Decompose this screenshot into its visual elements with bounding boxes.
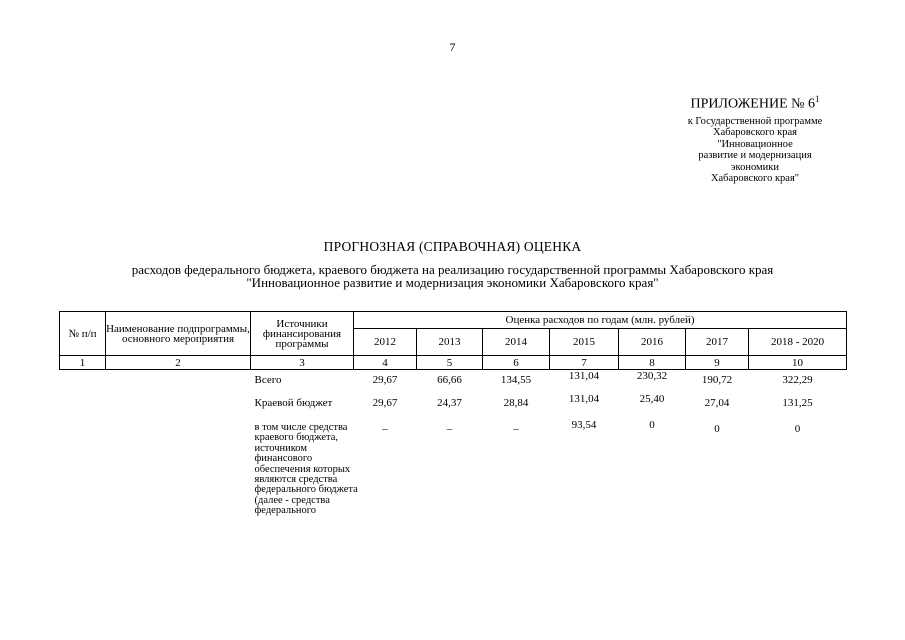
budget-table bbox=[59, 311, 847, 583]
appendix-title bbox=[640, 90, 870, 114]
column-number: 5 bbox=[417, 356, 483, 370]
value-cell: 131,25 bbox=[782, 397, 813, 409]
column-number: 10 bbox=[749, 356, 847, 370]
appendix-line: "Инновационное bbox=[717, 138, 793, 150]
appendix-block bbox=[640, 90, 870, 185]
column-number: 2 bbox=[106, 356, 251, 370]
column-number: 1 bbox=[60, 356, 106, 370]
page-number: 7 bbox=[449, 40, 456, 54]
value-cell: 0 bbox=[714, 423, 720, 435]
header-year: 2014 bbox=[483, 329, 550, 356]
header-year: 2015 bbox=[550, 329, 619, 356]
cell-empty bbox=[106, 423, 251, 583]
appendix-line: Хабаровского края" bbox=[710, 173, 800, 185]
source-cell: Всего bbox=[254, 374, 282, 386]
value-cell: 24,37 bbox=[437, 397, 462, 409]
header-number: № п/п bbox=[60, 312, 106, 356]
header-year: 2012 bbox=[354, 329, 417, 356]
document-title: ПРОГНОЗНАЯ (СПРАВОЧНАЯ) ОЦЕНКА bbox=[323, 239, 582, 254]
value-text: 131,04 bbox=[568, 393, 600, 405]
value-cell bbox=[619, 419, 686, 583]
value-text: 0 bbox=[649, 419, 655, 431]
value-cell: 190,72 bbox=[701, 374, 733, 386]
cell-empty bbox=[106, 397, 251, 423]
appendix-superscript: 1 bbox=[815, 94, 820, 104]
header-year: 2018 - 2020 bbox=[749, 329, 847, 356]
table-row bbox=[60, 397, 847, 423]
document-subtitle-line: расходов федерального бюджета, краевого бюджета на реализацию государственной программы Хабаровского края bbox=[131, 262, 774, 277]
source-cell bbox=[251, 422, 358, 583]
header-source: Источники финансирования программы bbox=[251, 312, 354, 356]
value-text: 93,54 bbox=[571, 419, 597, 431]
value-cell: 28,84 bbox=[503, 397, 529, 409]
table-row bbox=[60, 370, 847, 398]
appendix-line: к Государственной программе bbox=[687, 115, 823, 127]
cell-empty bbox=[60, 397, 106, 423]
value-cell: 27,04 bbox=[704, 397, 730, 409]
document-subtitle bbox=[0, 263, 905, 289]
value-cell: 66,66 bbox=[437, 374, 462, 386]
appendix-lines bbox=[640, 116, 870, 185]
header-year: 2017 bbox=[686, 329, 749, 356]
value-cell: 29,67 bbox=[372, 374, 398, 386]
column-number: 6 bbox=[483, 356, 550, 370]
column-number: 4 bbox=[354, 356, 417, 370]
value-cell: 29,67 bbox=[372, 397, 398, 409]
value-cell: 134,55 bbox=[500, 374, 532, 386]
value-cell: 0 bbox=[794, 423, 801, 435]
source-text: в том числе средства краевого бюджета, источником финансового обеспечения которых являются средства федерального бюджета (далее - средства федерального bbox=[254, 422, 358, 517]
value-text: 230,32 bbox=[636, 370, 668, 382]
cell-empty bbox=[106, 370, 251, 398]
header-year: 2013 bbox=[417, 329, 483, 356]
column-number: 9 bbox=[686, 356, 749, 370]
source-cell: Краевой бюджет bbox=[254, 397, 333, 409]
value-cell: – bbox=[446, 423, 453, 435]
header-year: 2016 bbox=[619, 329, 686, 356]
cell-empty bbox=[60, 423, 106, 583]
column-number: 3 bbox=[251, 356, 354, 370]
value-text: 131,04 bbox=[568, 370, 600, 382]
appendix-line: экономики bbox=[731, 161, 779, 173]
table-row bbox=[60, 423, 847, 583]
value-text: 25,40 bbox=[639, 393, 665, 405]
appendix-title-text: ПРИЛОЖЕНИЕ № 6 bbox=[690, 96, 815, 112]
cell-empty bbox=[60, 370, 106, 398]
value-cell: – bbox=[513, 423, 519, 435]
document-subtitle-line: "Инновационное развитие и модернизация экономики Хабаровского края" bbox=[246, 275, 659, 290]
column-number: 7 bbox=[550, 356, 619, 370]
column-number: 8 bbox=[619, 356, 686, 370]
value-cell: – bbox=[382, 423, 388, 435]
appendix-line: развитие и модернизация bbox=[698, 150, 812, 162]
value-cell: 322,29 bbox=[782, 374, 813, 386]
header-name: Наименование подпрограммы, основного мероприятия bbox=[106, 312, 251, 356]
value-cell bbox=[550, 419, 619, 583]
header-estimate: Оценка расходов по годам (млн. рублей) bbox=[354, 312, 847, 329]
appendix-line: Хабаровского края bbox=[713, 127, 797, 139]
